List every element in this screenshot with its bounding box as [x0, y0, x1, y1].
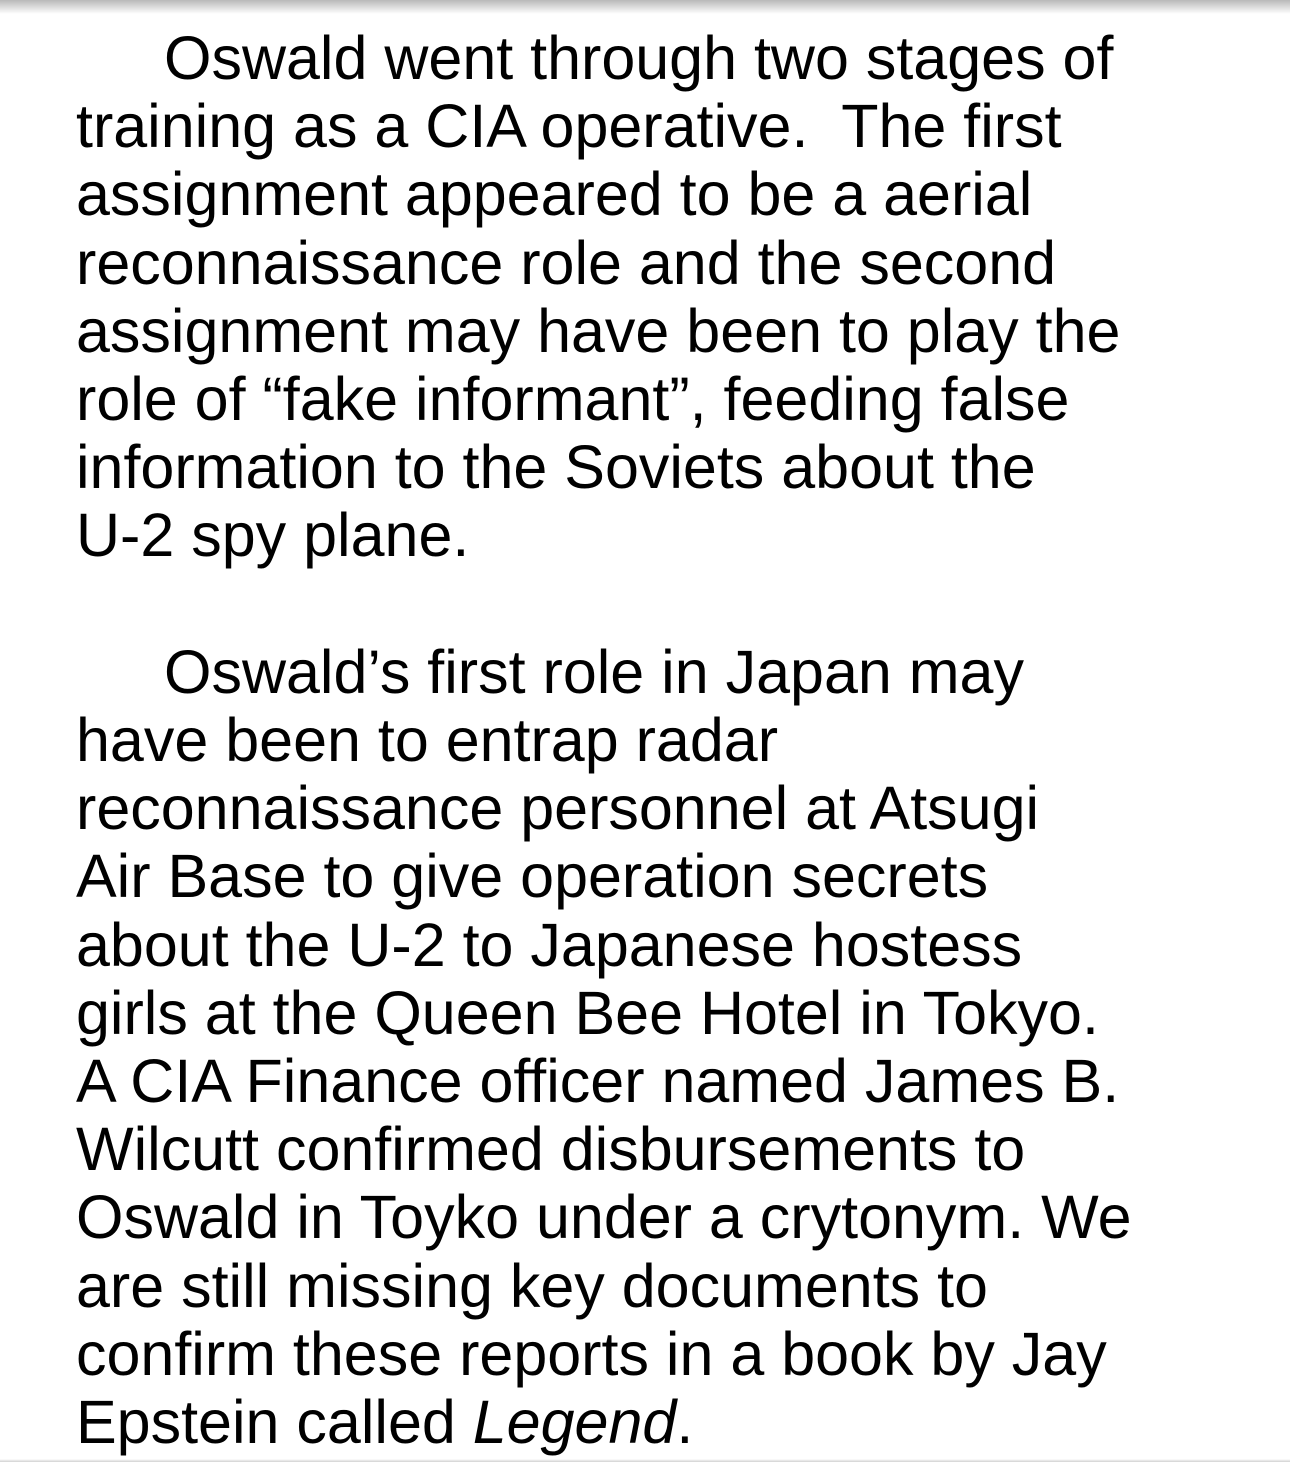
paragraph-2-line: have been to entrap radar — [76, 706, 779, 775]
paragraph-2-line: are still missing key documents to — [76, 1251, 988, 1320]
paragraph-2 — [76, 638, 1236, 1456]
paragraph-1 — [76, 24, 1236, 570]
paragraph-2-line: A CIA Finance officer named James B. — [76, 1047, 1120, 1116]
paragraph-1-line: Oswald went through two stages of — [164, 24, 1114, 92]
paragraph-2-line: about the U-2 to Japanese hostess — [76, 910, 1023, 979]
paragraph-2-line: confirm these reports in a book by Jay — [76, 1319, 1107, 1388]
paragraph-2-line: Wilcutt confirmed disbursements to — [76, 1115, 1026, 1184]
paragraph-2-line: Oswald’s first role in Japan may — [164, 637, 1024, 706]
paragraph-1-line: training as a CIA operative. The first — [76, 92, 1062, 161]
paragraph-2-line: Air Base to give operation secrets — [76, 842, 989, 911]
paragraph-2-line: reconnaissance personnel at Atsugi — [76, 774, 1040, 843]
paragraph-1-line: U-2 spy plane. — [76, 501, 470, 570]
book-title-legend: Legend — [472, 1388, 677, 1457]
last-line-suffix: . — [676, 1388, 694, 1457]
paragraph-1-line: reconnaissance role and the second — [76, 228, 1057, 297]
document-body — [76, 24, 1236, 1456]
last-line-prefix: Epstein called — [76, 1388, 473, 1457]
paragraph-1-line: role of “fake informant”, feeding false — [76, 365, 1070, 434]
paragraph-1-line: assignment may have been to play the — [76, 296, 1121, 365]
paragraph-gap — [76, 570, 1236, 638]
paragraph-1-line: assignment appeared to be a aerial — [76, 160, 1033, 229]
paragraph-2-last-line — [76, 1388, 1236, 1456]
paragraph-1-line: information to the Soviets about the — [76, 433, 1036, 502]
top-edge-shadow — [0, 0, 1290, 14]
paragraph-2-line: girls at the Queen Bee Hotel in Tokyo. — [76, 978, 1099, 1047]
paragraph-2-line: Oswald in Toyko under a crytonym. We — [76, 1183, 1132, 1252]
